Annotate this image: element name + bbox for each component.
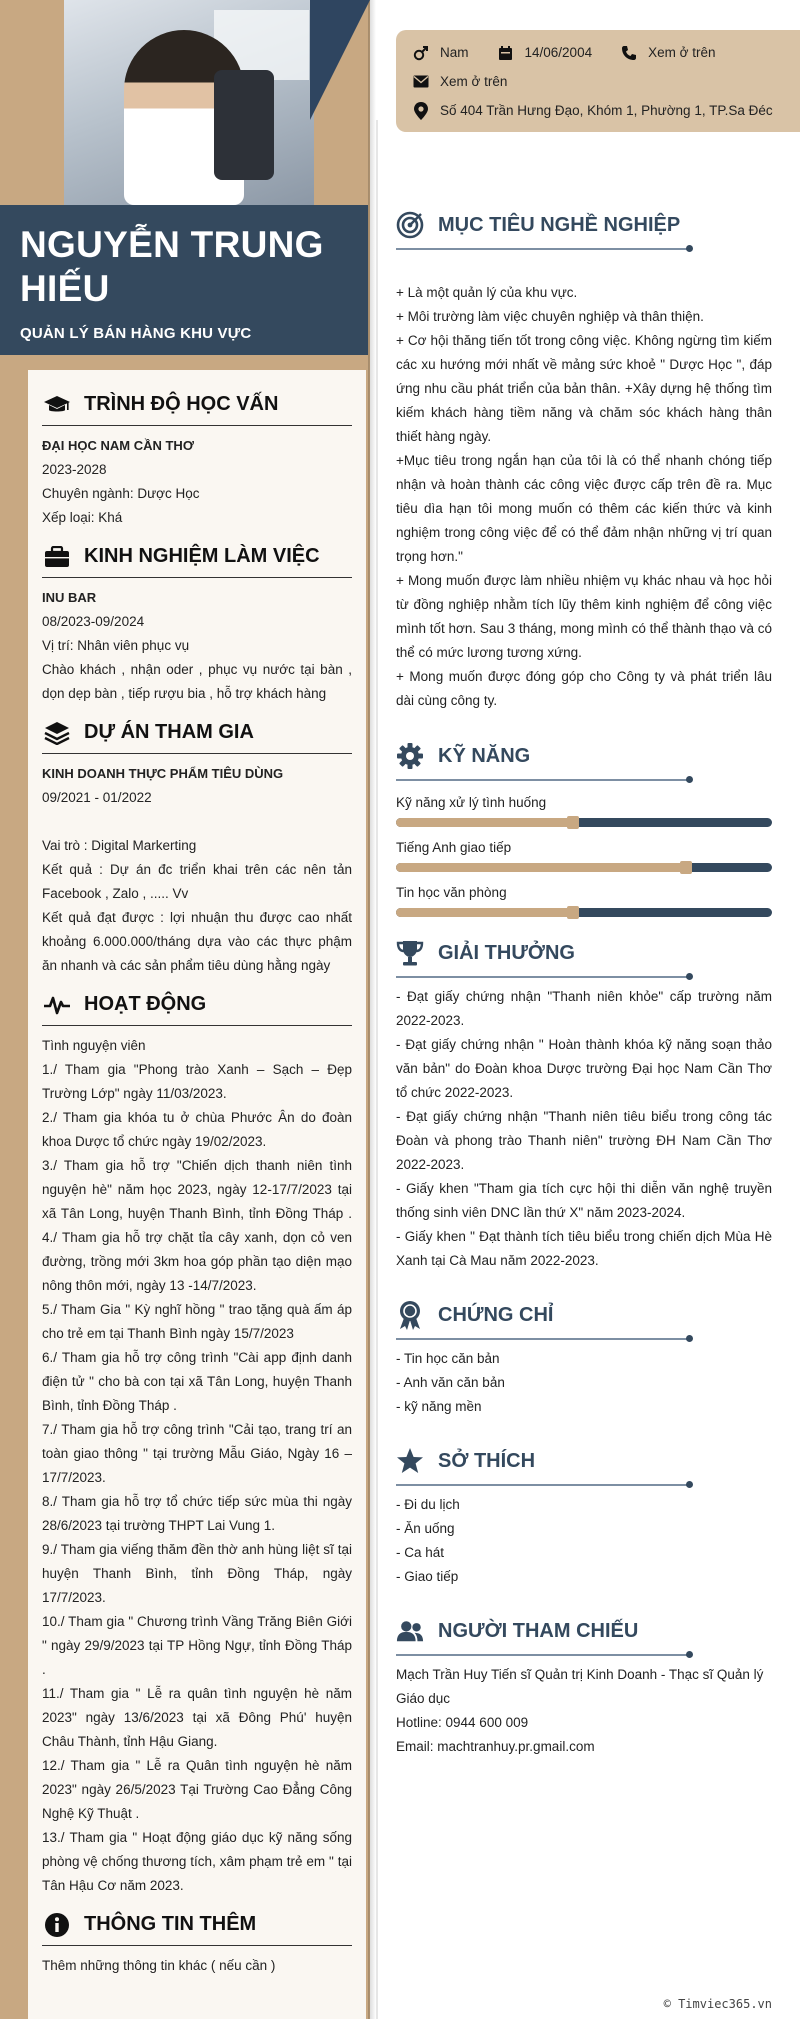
award-line: - Đạt giấy chứng nhận " Hoàn thành khóa kỹ năng soạn thảo văn bản" do Đoàn khoa Dược trường Đại học Nam Cần Thơ tổ chức 2022-2023. [396,1037,772,1100]
phone-icon [620,44,638,62]
hobby-line: - Ăn uống [396,1521,455,1536]
extra-block [42,1946,352,1978]
certificate-line: - kỹ năng mền [396,1399,482,1414]
objective-line: +Mục tiêu trong ngắn hạn của tôi là có thể nhanh chóng tiếp nhận và hoàn thành các công việc được cấp trên đề ra. Mục tiêu dìa hạn tôi mong muốn có thêm các kiến thức và kinh nghiệm trong công việc để có thể đảm nhận những vị trí quan trọng hơn." [396,453,772,564]
reference-email: Email: machtranhuy.pr.gmail.com [396,1739,595,1754]
skill-bar [396,818,772,827]
activity-item: 9./ Tham gia viếng thăm đền thờ anh hùng liệt sĩ tại huyện Thanh Bình, tỉnh Đồng Tháp, ngày 17/7/2023. [42,1542,352,1605]
objective-section [396,205,772,713]
footer-credit: © Timviec365.vn [663,1997,772,2011]
projects-title: DỰ ÁN THAM GIA [84,721,254,743]
skills-section [396,736,772,927]
awards-text [396,985,772,1273]
graduation-cap-icon [42,391,72,419]
references-text [396,1663,772,1759]
trophy-icon [396,939,424,967]
references-section [396,1611,772,1759]
skill-bar [396,908,772,917]
activity-item: 10./ Tham gia " Chương trình Vầng Trăng Biên Giới " ngày 29/9/2023 tại TP Hồng Ngự, tỉnh Đồng Tháp . [42,1614,352,1677]
awards-title: GIẢI THƯỞNG [438,941,575,964]
objective-line: + Mong muốn được đóng góp cho Công ty và phát triển lâu dài cùng công ty. [396,669,772,708]
project-name: KINH DOANH THỰC PHẨM TIÊU DÙNG [42,766,284,781]
column-shadow [368,0,376,2019]
skill-item [396,837,772,872]
project-role: Vai trò : Digital Markerting [42,838,197,853]
users-icon [396,1617,424,1645]
extra-title: THÔNG TIN THÊM [84,1913,257,1935]
skill-bar-fill [396,908,573,917]
activity-item: 5./ Tham Gia " Kỳ nghĩ hồng " trao tặng quà ấm áp cho trẻ em tại Thanh Bình ngày 15/7/2023 [42,1302,352,1341]
company-name: INU BAR [42,590,97,605]
skill-bar-fill [396,818,573,827]
education-years: 2023-2028 [42,462,107,477]
project-result-1: Kết quả : Dự án đc triển khai trên các nên tản Facebook , Zalo , ..... Vv [42,862,352,901]
references-underline [396,1653,696,1657]
certificates-title: CHỨNG CHỈ [438,1303,554,1326]
objective-underline [396,247,696,251]
experience-header [42,536,352,578]
contact-phone: Xem ở trên [648,45,716,60]
gender-icon [412,44,430,62]
skills-title: KỸ NĂNG [438,744,531,767]
education-block [42,426,352,530]
activities-intro: Tình nguyện viên [42,1038,146,1053]
skill-bar-knob [567,816,579,829]
calendar-icon [497,44,515,62]
extra-text: Thêm những thông tin khác ( nếu cần ) [42,1958,276,1973]
skill-label: Tin học văn phòng [396,885,507,900]
extra-header [42,1904,352,1946]
contact-row-1 [412,38,784,67]
awards-header [396,933,772,973]
hobbies-title: SỞ THÍCH [438,1449,536,1472]
objective-title: MỤC TIÊU NGHỀ NGHIỆP [438,213,681,236]
activity-item: 3./ Tham gia hỗ trợ "Chiến dịch thanh niên tình nguyện hè" năm học 2023, ngày 12-17/7/2023 tại xã Tân Long, huyện Thanh Bình, tỉnh Đồng Tháp . 4./ Tham gia hỗ trợ chặt tỉa cây xanh, dọn cỏ ven đường, trồng mới 3km hoa góp phần tạo diện mạo nông thôn mới, ngày 13 -14/7/2023. [42,1158,352,1293]
hobby-line: - Giao tiếp [396,1569,459,1584]
activity-item: 8./ Tham gia hỗ trợ tổ chức tiếp sức mùa thi ngày 28/6/2023 tại trường THPT Lai Vung 1. [42,1494,352,1533]
star-icon [396,1447,424,1475]
references-header [396,1611,772,1651]
contact-birthdate: 14/06/2004 [524,45,593,60]
hobby-line: - Đi du lịch [396,1497,460,1512]
contact-address: Số 404 Trần Hưng Đạo, Khóm 1, Phường 1, TP.Sa Đéc [440,103,773,118]
objective-line: + Cơ hội thăng tiến tốt trong công việc. Không ngừng tìm kiếm các xu hướng mới nhất về mảng sức khoẻ " Dược Học ", đáp ứng nhu cầu phát triển của bản thân. +Xây dựng hệ thống tìm kiếm khách hàng tiềm năng và chăm sóc khách hàng thân thiết hàng ngày. [396,333,772,444]
hobbies-underline [396,1483,696,1487]
experience-position: Vị trí: Nhân viên phục vụ [42,638,190,653]
certificates-header [396,1295,772,1335]
gear-icon [396,742,424,770]
corner-decoration [310,0,370,120]
skill-label: Tiếng Anh giao tiếp [396,840,512,855]
objective-line: + Là một quản lý của khu vực. [396,285,578,300]
info-icon [42,1911,72,1939]
activities-block [42,1026,352,1898]
microscope-icon [214,70,274,180]
education-title: TRÌNH ĐỘ HỌC VẤN [84,393,279,415]
skill-bar-knob [680,861,692,874]
envelope-icon [412,73,430,91]
certificates-text [396,1347,772,1419]
contact-row-3 [412,96,784,125]
target-icon [396,211,424,239]
skills-list [396,792,772,917]
skill-bar [396,863,772,872]
projects-header [42,712,352,754]
activity-item: 13./ Tham gia " Hoạt động giáo dục kỹ năng sống phòng vệ chống thương tích, xâm phạm trẻ em " tại Tân Hậu Cơ năm 2023. [42,1830,352,1893]
education-rank: Xếp loại: Khá [42,510,123,525]
objective-header [396,205,772,245]
reference-hotline: Hotline: 0944 600 009 [396,1715,529,1730]
school-name: ĐẠI HỌC NAM CẦN THƠ [42,438,194,453]
left-card [28,370,366,2019]
education-header [42,384,352,426]
activity-item: 2./ Tham gia khóa tu ở chùa Phước Ân do đoàn khoa Dược tổ chức ngày 19/02/2023. [42,1110,352,1149]
skill-label: Kỹ năng xử lý tình huống [396,795,547,810]
candidate-role: QUẢN LÝ BÁN HÀNG KHU VỰC [20,325,252,342]
objective-line: + Mong muốn được làm nhiều nhiệm vụ khác nhau và học hỏi từ đồng nghiệp nhằm tích lũy thêm kinh nghiệm để công việc mình tốt hơn. Sau 3 tháng, mong mình có thể thành thạo và có thể có mức lương tương xứng. [396,573,772,660]
contact-gender: Nam [440,45,469,60]
awards-section [396,933,772,1273]
references-title: NGƯỜI THAM CHIẾU [438,1619,639,1642]
skills-header [396,736,772,776]
project-result-2: Kết quả đạt được : lợi nhuận thu được cao nhất khoảng 6.000.000/tháng dựa vào các thực phậm ăn nhanh và các sản phẩm tiêu dùng hằng ngày [42,910,352,973]
layers-icon [42,719,72,747]
briefcase-icon [42,543,72,571]
skill-bar-fill [396,863,686,872]
experience-block [42,578,352,706]
skills-underline [396,778,696,782]
award-line: - Đạt giấy chứng nhận "Thanh niên tiêu biểu trong công tác Đoàn và phong trào Thanh niên" trường ĐH Nam Cần Thơ 2022-2023. [396,1109,772,1172]
activity-item: 11./ Tham gia " Lễ ra quân tình nguyện hè năm 2023" ngày 13/6/2023 tại xã Đông Phú' huyện Châu Thành, tỉnh Hậu Giang. [42,1686,352,1749]
hobbies-header [396,1441,772,1481]
experience-desc: Chào khách , nhận oder , phục vụ nước tại bàn , dọn dẹp bàn , tiếp rượu bia , hỗ trợ khách hàng [42,662,352,701]
map-pin-icon [412,102,430,120]
medal-icon [396,1301,424,1329]
activity-item: 6./ Tham gia hỗ trợ công trình "Cài app định danh điện tử " cho bà con tại xã Tân Long, huyện Thanh Bình, tỉnh Đồng Tháp . [42,1350,352,1413]
certificate-line: - Tin học căn bản [396,1351,500,1366]
award-line: - Đạt giấy chứng nhận "Thanh niên khỏe" cấp trường năm 2022-2023. [396,989,772,1028]
activity-item: 7./ Tham gia hỗ trợ công trình "Cải tạo, trang trí an toàn giao thông " tại trường Mẫu Giáo, Ngày 16 – 17/7/2023. [42,1422,352,1485]
profile-photo [64,0,314,205]
heartbeat-icon [42,991,72,1019]
hobby-line: - Ca hát [396,1545,445,1560]
candidate-name: NGUYỄN TRUNG HIẾU [20,224,324,309]
experience-period: 08/2023-09/2024 [42,614,145,629]
awards-underline [396,975,696,979]
column-divider [376,120,378,2019]
skill-item [396,882,772,917]
hobbies-section [396,1441,772,1589]
award-line: - Giấy khen "Tham gia tích cực hội thi diễn văn nghệ truyền thống sinh viên DNC lần thứ X" năm 2023-2024. [396,1181,772,1220]
reference-person: Mạch Trần Huy Tiến sĩ Quản trị Kinh Doanh - Thạc sĩ Quản lý Giáo dục [396,1667,764,1706]
education-major: Chuyên ngành: Dược Học [42,486,200,501]
certificate-line: - Anh văn căn bản [396,1375,505,1390]
contact-row-2 [412,67,784,96]
objective-text [396,281,772,713]
project-period: 09/2021 - 01/2022 [42,790,152,805]
activities-title: HOẠT ĐỘNG [84,993,207,1015]
hobbies-text [396,1493,772,1589]
activities-header [42,984,352,1026]
name-panel [0,205,368,355]
experience-title: KINH NGHIỆM LÀM VIỆC [84,545,320,567]
skill-bar-knob [567,906,579,919]
contact-box [396,30,800,132]
activity-item: 1./ Tham gia "Phong trào Xanh – Sạch – Đẹp Trường Lớp" ngày 11/03/2023. [42,1062,352,1101]
award-line: - Giấy khen " Đạt thành tích tiêu biểu trong chiến dịch Mùa Hè Xanh tại Cà Mau năm 2022-2023. [396,1229,772,1268]
activity-item: 12./ Tham gia " Lễ ra Quân tình nguyện hè năm 2023" ngày 26/5/2023 Tại Trường Cao Đẳng Công Nghệ Kỹ Thuật . [42,1758,352,1821]
certificates-section [396,1295,772,1419]
projects-block [42,754,352,978]
skill-item [396,792,772,827]
objective-line: + Môi trường làm việc chuyên nghiệp và thân thiện. [396,309,704,324]
certificates-underline [396,1337,696,1341]
contact-email: Xem ở trên [440,74,508,89]
